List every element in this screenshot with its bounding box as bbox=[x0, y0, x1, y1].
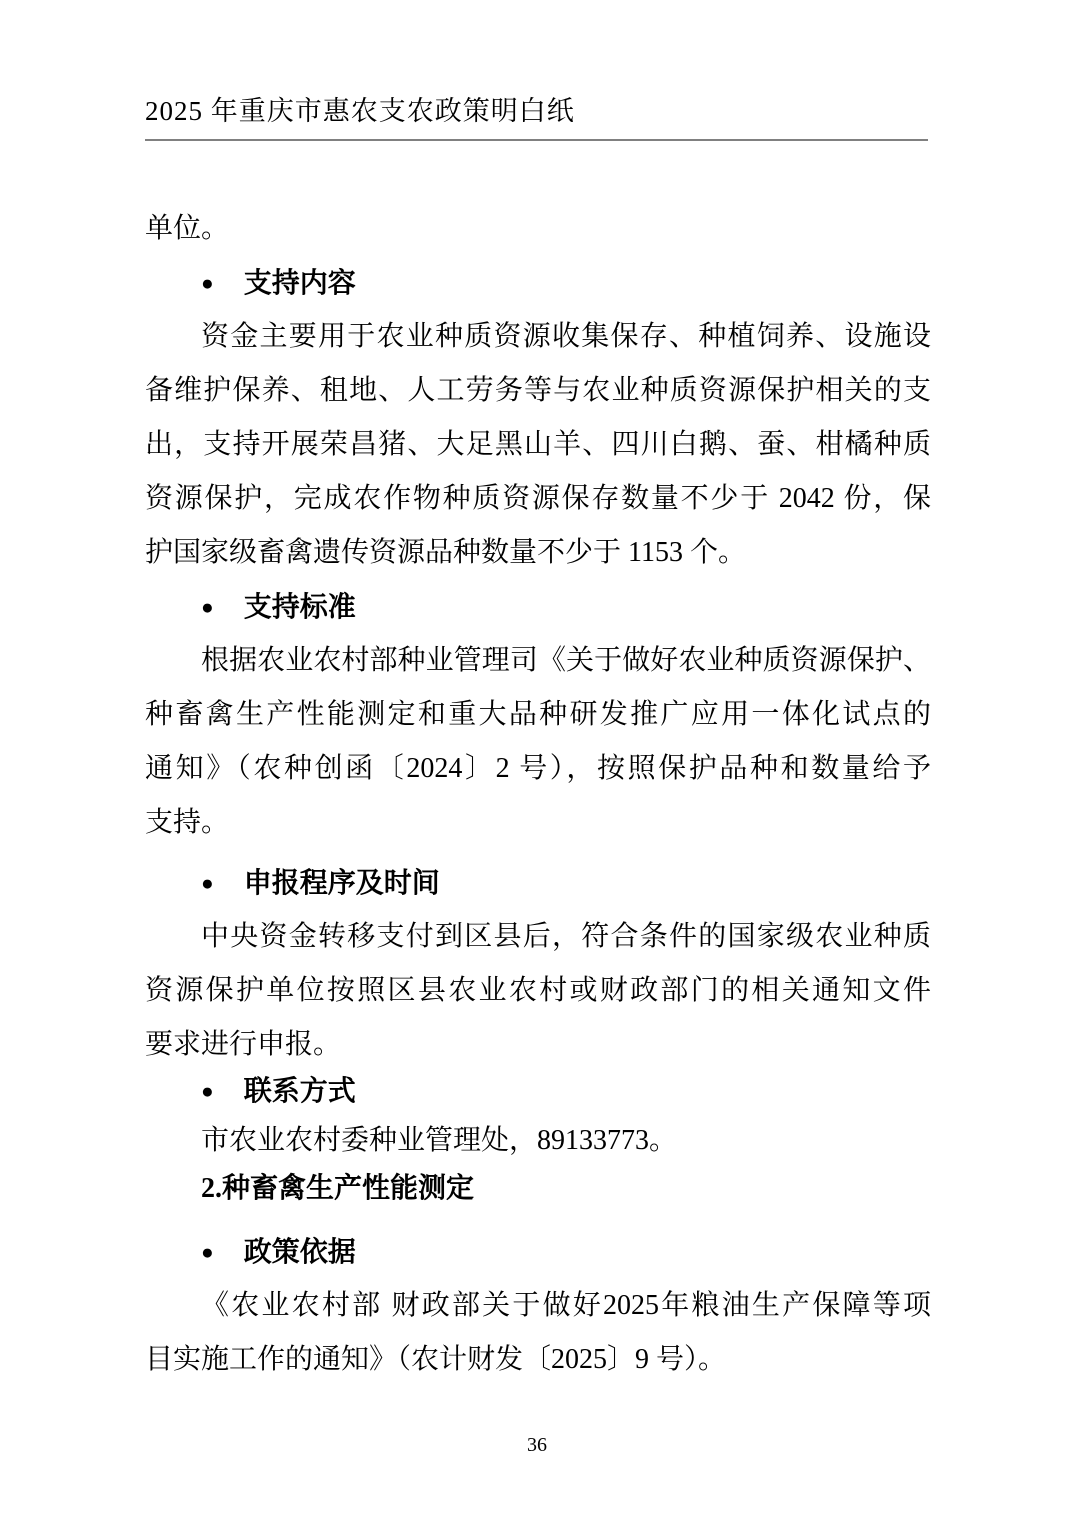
section-heading bbox=[145, 856, 931, 910]
section-heading-label: 支持标准 bbox=[243, 592, 356, 623]
body-line: 资金主要用于农业种质资源收集保存、种植饲养、设施设 bbox=[201, 321, 931, 352]
section-heading bbox=[145, 1064, 931, 1118]
body-line: 护国家级畜禽遗传资源品种数量不少于 1153 个。 bbox=[145, 537, 746, 568]
body-line: 中央资金转移支付到区县后，符合条件的国家级农业种质 bbox=[201, 921, 931, 952]
bullet-icon: ● bbox=[201, 271, 214, 295]
body-line: 资源保护单位按照区县农业农村或财政部门的相关通知文件 bbox=[145, 975, 931, 1006]
bullet-icon: ● bbox=[201, 1240, 214, 1264]
body-line: 目实施工作的通知》（农计财发〔2025〕9 号）。 bbox=[145, 1344, 727, 1375]
subsection-title: 2.种畜禽生产性能测定 bbox=[201, 1173, 475, 1204]
body-line: 通知》（农种创函〔2024〕2 号），按照保护品种和数量给予 bbox=[145, 753, 931, 784]
section-heading-label: 支持内容 bbox=[243, 268, 356, 299]
body-line: 要求进行申报。 bbox=[145, 1029, 342, 1060]
page-header-title: 2025 年重庆市惠农支农政策明白纸 bbox=[145, 96, 575, 126]
bullet-icon: ● bbox=[201, 595, 214, 619]
bullet-icon: ● bbox=[201, 1079, 214, 1103]
body-line: 出，支持开展荣昌猪、大足黑山羊、四川白鹅、蚕、柑橘种质 bbox=[145, 429, 931, 460]
section-heading-label: 申报程序及时间 bbox=[243, 868, 440, 899]
body-line: 市农业农村委种业管理处，89133773。 bbox=[201, 1125, 678, 1156]
body-line: 支持。 bbox=[145, 807, 230, 838]
page-footer bbox=[0, 1430, 1074, 1460]
section-heading bbox=[145, 580, 931, 634]
bullet-icon: ● bbox=[201, 871, 214, 895]
section-heading-label: 政策依据 bbox=[243, 1237, 356, 1268]
page-number: 36 bbox=[527, 1434, 547, 1456]
body-line: 种畜禽生产性能测定和重大品种研发推广应用一体化试点的 bbox=[145, 699, 931, 730]
body-line: 备维护保养、租地、人工劳务等与农业种质资源保护相关的支 bbox=[145, 375, 931, 406]
section-heading-label: 联系方式 bbox=[243, 1076, 356, 1107]
header-divider bbox=[145, 139, 928, 141]
body-line: 资源保护，完成农作物种质资源保存数量不少于 2042 份，保 bbox=[145, 483, 931, 514]
document-body bbox=[145, 202, 931, 1387]
section-heading bbox=[145, 1225, 931, 1279]
body-line: 根据农业农村部种业管理司《关于做好农业种质资源保护、 bbox=[201, 645, 931, 676]
section-heading bbox=[145, 256, 931, 310]
body-line: 单位。 bbox=[145, 213, 230, 244]
body-line: 《农业农村部 财政部关于做好2025年粮油生产保障等项 bbox=[201, 1290, 931, 1321]
